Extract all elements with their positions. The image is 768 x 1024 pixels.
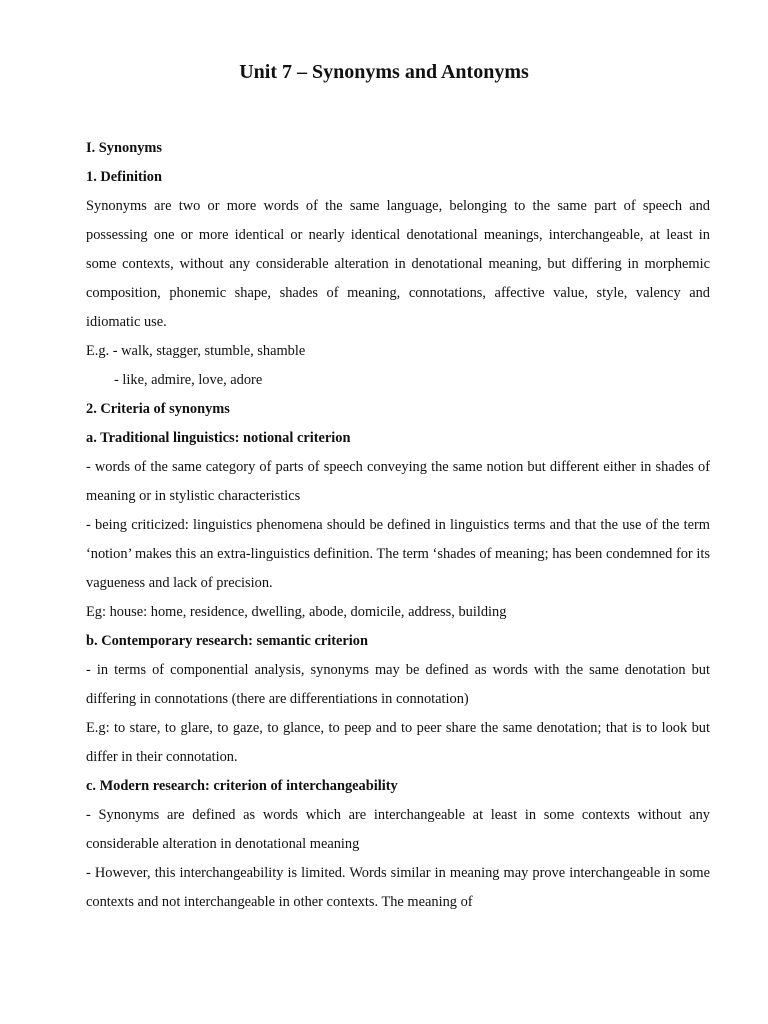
criterion-b-heading: b. Contemporary research: semantic criterion: [86, 633, 369, 649]
criterion-a-example: Eg: house: home, residence, dwelling, abode, domicile, address, building: [86, 604, 507, 620]
example-line-indented: - like, admire, love, adore: [114, 372, 263, 388]
criterion-c-paragraph-2: - However, this interchangeability is limited. Words similar in meaning may prove interchangeable in some contexts and not interchangeable in other contexts. The meaning of: [86, 865, 710, 910]
criterion-b-paragraph: - in terms of componential analysis, synonyms may be defined as words with the same denotation but differing in connotations (there are differentiations in connotation): [86, 662, 710, 707]
example-line: E.g. - walk, stagger, stumble, shamble: [86, 343, 306, 359]
criterion-c-paragraph-1: - Synonyms are defined as words which are interchangeable at least in some contexts without any considerable alteration in denotational meaning: [86, 807, 710, 852]
criterion-c-heading: c. Modern research: criterion of interchangeability: [86, 778, 398, 794]
page-title: Unit 7 – Synonyms and Antonyms: [239, 61, 529, 83]
criterion-b-example: E.g: to stare, to glare, to gaze, to glance, to peep and to peer share the same denotation; that is to look but differ in their connotation.: [86, 720, 710, 765]
criterion-a-paragraph-1: - words of the same category of parts of speech conveying the same notion but different either in shades of meaning or in stylistic characteristics: [86, 459, 710, 504]
document-body: [86, 134, 710, 917]
criteria-heading: 2. Criteria of synonyms: [86, 401, 230, 417]
definition-paragraph: Synonyms are two or more words of the same language, belonging to the same part of speech and possessing one or more identical or nearly identical denotational meanings, interchangeable, at least in some contexts, without any considerable alteration in denotational meaning, but differing in morphemic composition, phonemic shape, shades of meaning, connotations, affective value, style, valency and idiomatic use.: [86, 198, 710, 330]
criterion-a-heading: a. Traditional linguistics: notional criterion: [86, 430, 351, 446]
definition-heading: 1. Definition: [86, 169, 162, 185]
section-heading: I. Synonyms: [86, 140, 162, 156]
criterion-a-paragraph-2: - being criticized: linguistics phenomena should be defined in linguistics terms and that the use of the term ‘notion’ makes this an extra-linguistics definition. The term ‘shades of meaning; has been condemned for its vagueness and lack of precision.: [86, 517, 710, 591]
